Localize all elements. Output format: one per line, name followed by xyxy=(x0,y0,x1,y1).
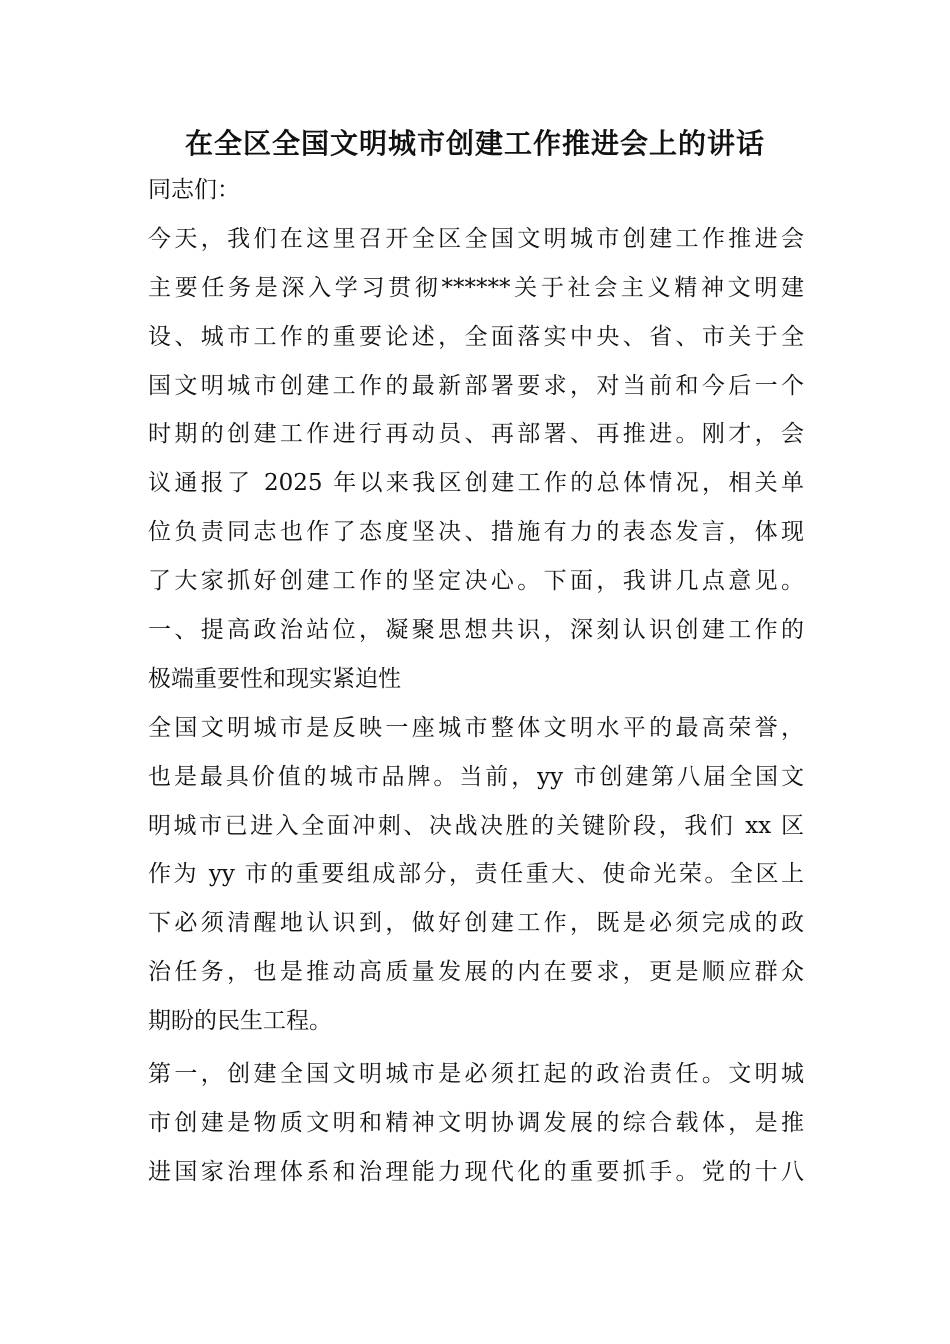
paragraph-line: 国文明城市创建工作的最新部署要求，对当前和今后一个 xyxy=(148,372,804,399)
paragraph-line: 设、城市工作的重要论述，全面落实中央、省、市关于全 xyxy=(148,323,804,350)
paragraph-line: 全国文明城市是反映一座城市整体文明水平的最高荣誉， xyxy=(148,714,804,741)
document-title: 在全区全国文明城市创建工作推进会上的讲话 xyxy=(184,127,765,160)
paragraph-line: 了大家抓好创建工作的坚定决心。下面，我讲几点意见。 xyxy=(148,568,804,595)
paragraph-line: 期盼的民生工程。 xyxy=(148,1008,332,1035)
paragraph-line: 进国家治理体系和治理能力现代化的重要抓手。党的十八 xyxy=(148,1158,804,1185)
paragraph-line: 主要任务是深入学习贯彻******关于社会主义精神文明建 xyxy=(148,274,804,301)
paragraph-line: 治任务，也是推动高质量发展的内在要求，更是顺应群众 xyxy=(148,959,804,986)
paragraph-line: 一、提高政治站位，凝聚思想共识，深刻认识创建工作的 xyxy=(148,617,804,644)
paragraph-line: 同志们： xyxy=(148,177,240,203)
paragraph-line: 今天，我们在这里召开全区全国文明城市创建工作推进会 xyxy=(148,225,804,252)
paragraph-line: 极端重要性和现实紧迫性 xyxy=(148,665,401,692)
paragraph-line: 明城市已进入全面冲刺、决战决胜的关键阶段，我们 xx 区 xyxy=(148,812,804,839)
paragraph-line: 作为 yy 市的重要组成部分，责任重大、使命光荣。全区上 xyxy=(148,861,804,888)
paragraph-line: 议通报了 2025 年以来我区创建工作的总体情况，相关单 xyxy=(148,470,804,497)
paragraph-line: 市创建是物质文明和精神文明协调发展的综合载体，是推 xyxy=(148,1109,804,1136)
paragraph-line: 位负责同志也作了态度坚决、措施有力的表态发言，体现 xyxy=(148,519,804,546)
paragraph-line: 下必须清醒地认识到，做好创建工作，既是必须完成的政 xyxy=(148,910,804,937)
paragraph-line: 时期的创建工作进行再动员、再部署、再推进。刚才，会 xyxy=(148,421,804,448)
document-body xyxy=(148,166,804,1197)
paragraph-line: 第一，创建全国文明城市是必须扛起的政治责任。文明城 xyxy=(148,1061,804,1088)
paragraph-line: 也是最具价值的城市品牌。当前，yy 市创建第八届全国文 xyxy=(148,763,804,790)
